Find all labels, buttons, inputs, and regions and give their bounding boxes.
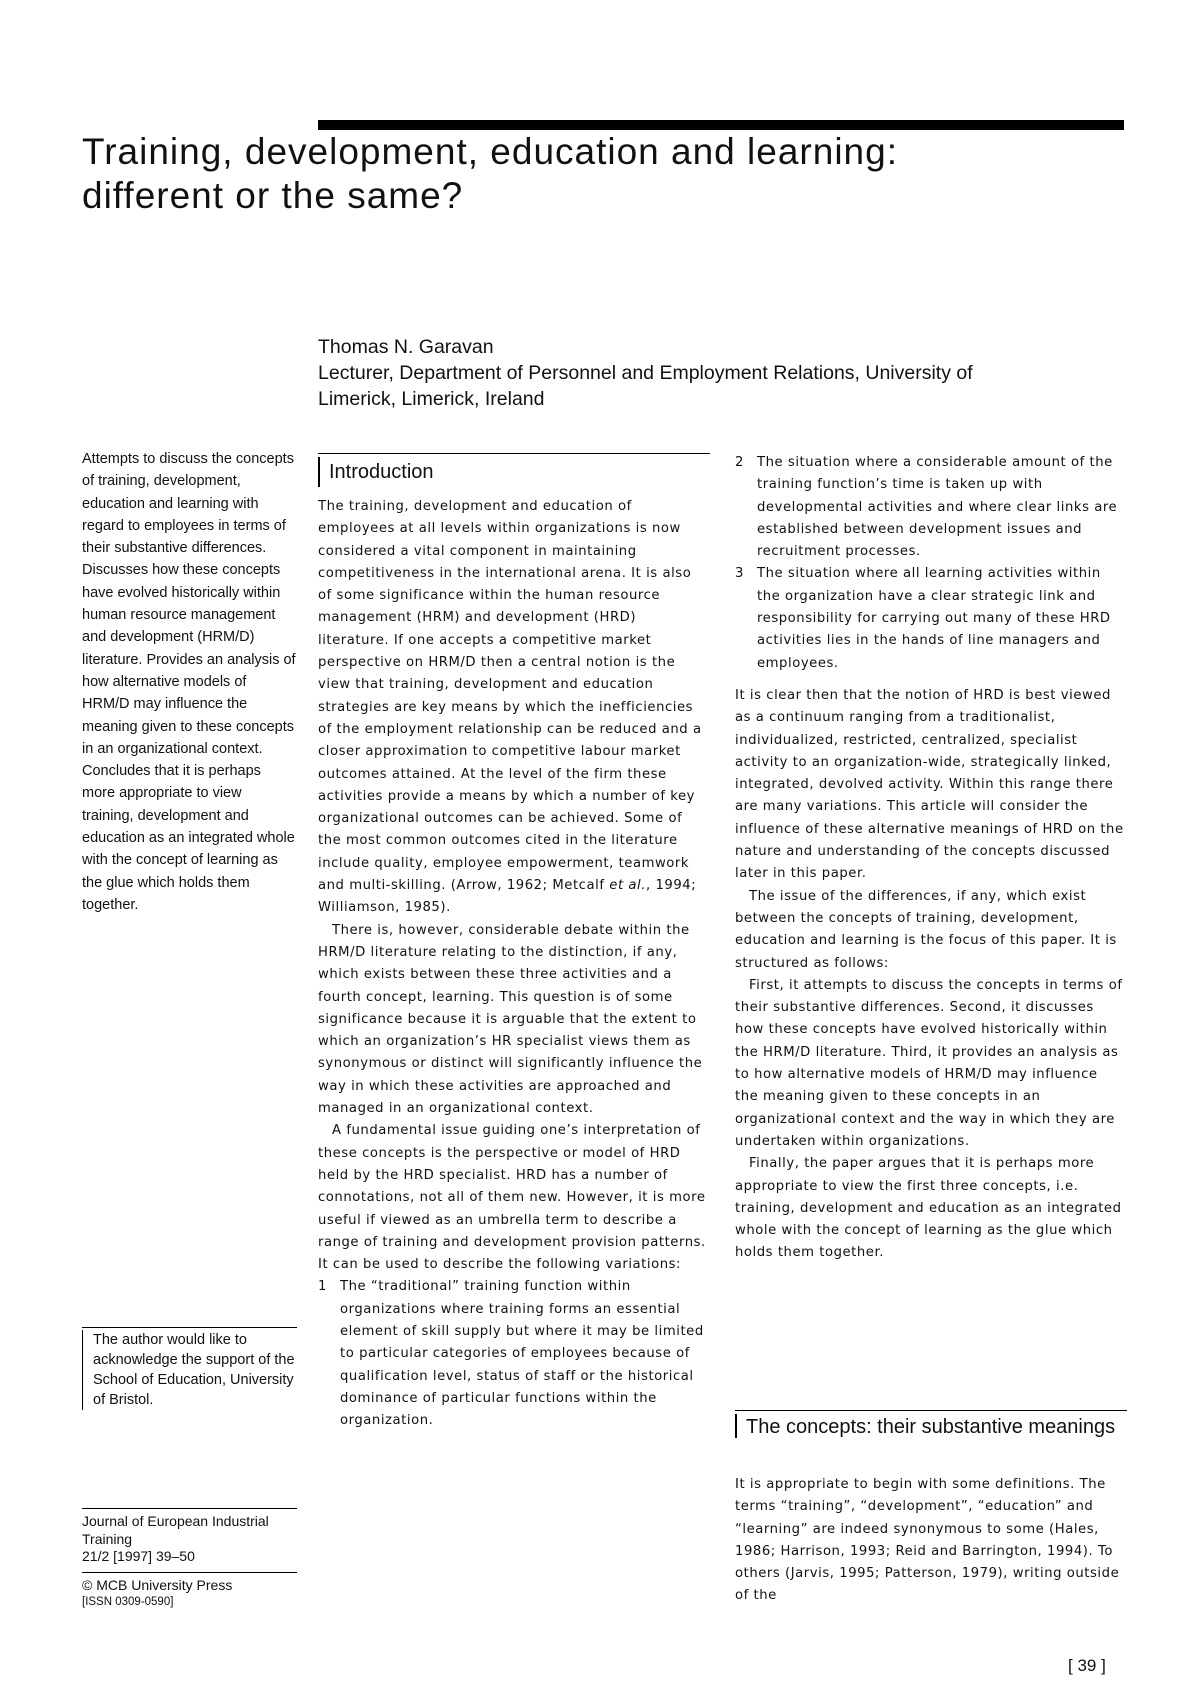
journal-publisher: © MCB University Press	[82, 1576, 233, 1593]
title-line-1: Training, development, education and learning:	[82, 131, 898, 172]
intro-paragraph-1	[318, 496, 708, 920]
body-column-right	[735, 452, 1125, 1265]
concepts-body	[735, 1474, 1127, 1608]
journal-issn: [ISSN 0309-0590]	[82, 1596, 174, 1608]
intro-paragraph-5: The issue of the differences, if any, which exist between the concepts of training, development, education and learning is the focus of this paper. It is structured as follows:	[735, 888, 1117, 971]
intro-paragraph-4: It is clear then that the notion of HRD is best viewed as a continuum ranging from a traditionalist, individualized, restricted, centralized, specialist activity to an organization-wide, strategically linked, integrated, devolved activity. Within this range there are many variations. This article will consider the influence of these alternative meanings of HRD on the nature and understanding of the concepts discussed later in this paper.	[735, 687, 1124, 882]
journal-volume: 21/2 [1997] 39–50	[82, 1548, 195, 1564]
journal-divider	[82, 1572, 297, 1573]
citation-et-al: et al.	[609, 878, 646, 894]
section-heading-concepts: The concepts: their substantive meanings	[735, 1414, 1127, 1438]
citation-rest: , 1994; Williamson, 1985).	[318, 878, 697, 916]
hrd-variations-list	[318, 1276, 708, 1432]
abstract: Attempts to discuss the concepts of training, development, education and learning with regard to employees in terms of their substantive differences. Discusses how these concepts have evolved historically within human resource management and development (HRM/D) literature. Provides an analysis of how alternative models of HRM/D may influence the meaning given to these concepts in an organizational context. Concludes that it is perhaps more appropriate to view training, development and education as an integrated whole with the concept of learning as the glue which holds them together.	[82, 451, 296, 913]
list-item-number: 1	[318, 1279, 327, 1295]
concepts-paragraph-1: It is appropriate to begin with some definitions. The terms “training”, “development”, “education” and “learning” are indeed synonymous to some (Hales, 1986; Harrison, 1993; Reid and Barrington, 1994). To others (Jarvis, 1995; Patterson, 1979), writing outside of the	[735, 1477, 1120, 1604]
journal-name: Journal of European Industrial Training	[82, 1513, 269, 1547]
article-title	[82, 130, 1132, 218]
intro-paragraph-1-text: The training, development and education of employees at all levels within organizations is now considered a vital component in maintaining competitiveness in the international arena. It is also of some significance within the human resource management (HRM) and development (HRD) literature. If one accepts a competitive market perspective on HRM/D then a central notion is the view that training, development and education strategies are key means by which the inefficiencies of the employment relationship can be reduced and a closer approximation to competitive labour market outcomes attained. At the level of the firm these activities provide a means by which a number of key organizational outcomes can be achieved. Some of the most common outcomes cited in the literature include quality, employee empowerment, teamwork and multi-skilling. (Arrow, 1962;	[318, 499, 702, 894]
acknowledgement-note: The author would like to acknowledge the support of the School of Education, University of Bristol.	[82, 1330, 297, 1410]
author-name: Thomas N. Garavan	[318, 336, 494, 358]
list-item-number: 2	[735, 455, 744, 470]
title-rule	[318, 120, 1124, 130]
list-item-text: The situation where all learning activities within the organization have a clear strategic link and responsibility for carrying out many of these HRD activities lies in the hands of line managers and employees.	[757, 566, 1111, 671]
list-item	[318, 1276, 708, 1432]
intro-paragraph-2: There is, however, considerable debate within the HRM/D literature relating to the distinction, if any, which exists between these three activities and a fourth concept, learning. This question is of some significance because it is arguable that the extent to which an organization’s HR specialist views them as synonymous or distinct will significantly influence the way in which these activities are approached and managed in an organizational context.	[318, 922, 703, 1117]
intro-paragraph-7: Finally, the paper argues that it is perhaps more appropriate to view the first three concepts, i.e. training, development and education as an integrated whole with the concept of learning as the glue which holds them together.	[735, 1156, 1122, 1261]
author-affiliation-1: Lecturer, Department of Personnel and Employment Relations, University of	[318, 362, 973, 384]
list-item-number: 3	[735, 566, 744, 582]
list-item	[735, 452, 1125, 563]
citation-metcalf: Metcalf	[552, 878, 610, 894]
title-line-2: different or the same?	[82, 175, 464, 216]
intro-paragraph-6: First, it attempts to discuss the concepts in terms of their substantive differences. Second, it discusses how these concepts have evolved historically within the HRM/D literature. Third, it provides an analysis as to how alternative models of HRM/D may influence the meaning given to these concepts in an organizational context and the way in which they are undertaken within organizations.	[735, 977, 1123, 1149]
intro-paragraph-3: A fundamental issue guiding one’s interpretation of these concepts is the perspective or model of HRD held by the HRD specialist. HRD has a number of connotations, not all of them new. However, it is more useful if viewed as an umbrella term to describe a range of training and development provision patterns. It can be used to describe the following variations:	[318, 1123, 706, 1273]
list-item-text: The situation where a considerable amount of the training function’s time is taken up with developmental activities and where clear links are established between development issues and recruitment processes.	[757, 455, 1118, 560]
page-number: [ 39 ]	[1068, 1656, 1106, 1675]
body-column-middle	[318, 496, 708, 1432]
list-item	[735, 563, 1125, 674]
hrd-variations-list-continued	[735, 452, 1125, 675]
author-affiliation-2: Limerick, Limerick, Ireland	[318, 388, 545, 410]
author-block	[318, 334, 1118, 412]
section-heading-introduction: Introduction	[318, 457, 710, 487]
list-item-text: The “traditional” training function within organizations where training forms an essential element of skill supply but where it may be limited to particular categories of employees because of qualification level, status of staff or the historical dominance of particular functions within the organization.	[340, 1279, 704, 1429]
journal-info	[82, 1508, 297, 1612]
